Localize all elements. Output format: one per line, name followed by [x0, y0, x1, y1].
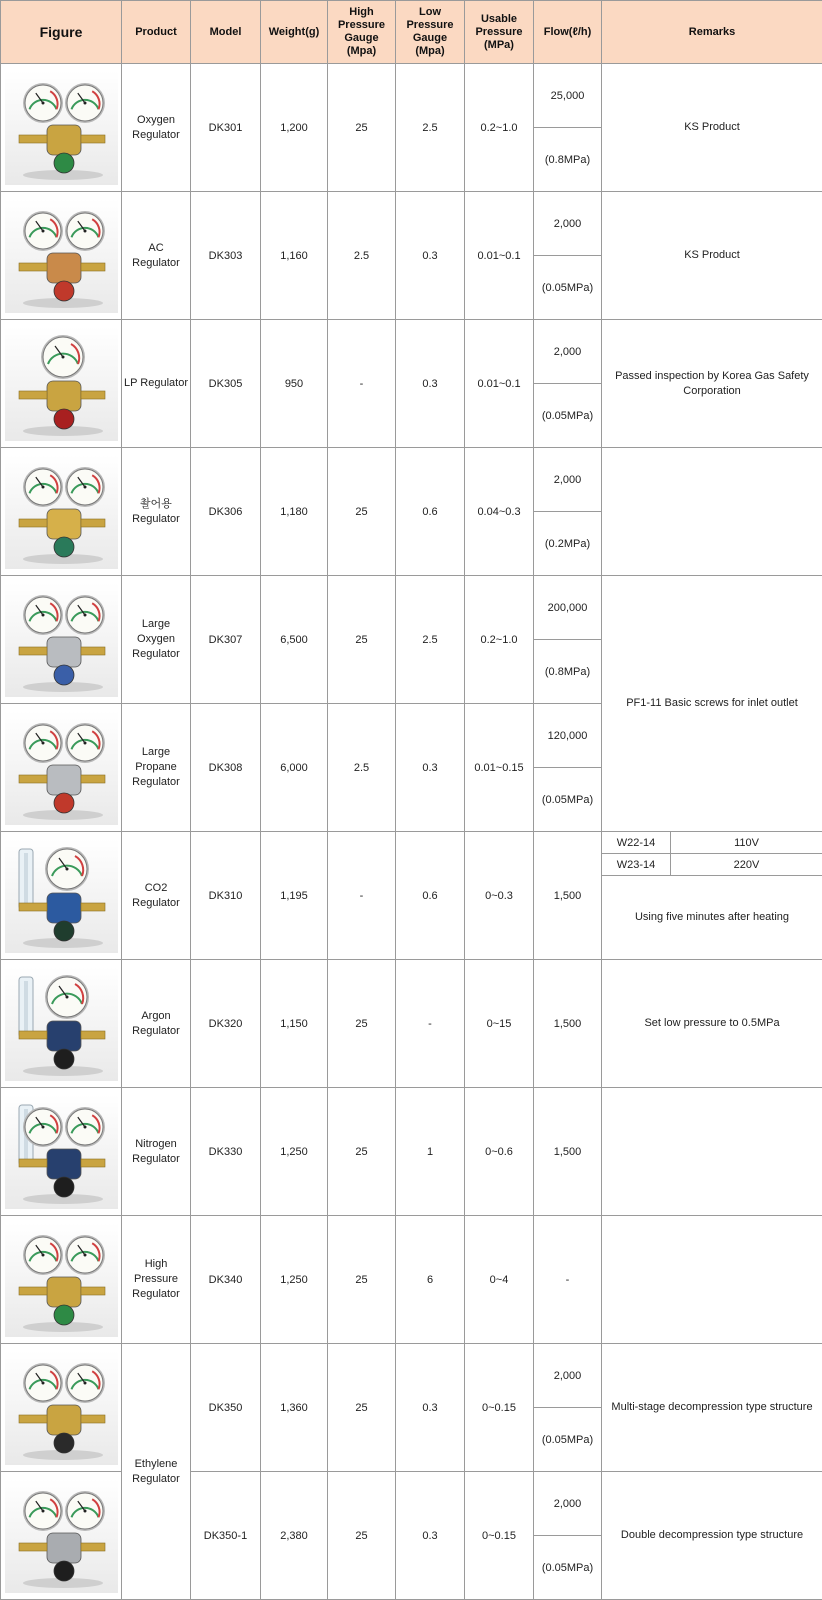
flow-value: 200,000 — [534, 576, 602, 640]
header-remarks: Remarks — [602, 1, 822, 64]
adjusting-knob — [54, 793, 74, 813]
low-pressure-value: 0.3 — [396, 1472, 465, 1600]
model-number: DK320 — [191, 960, 261, 1088]
flow-value: 2,000 — [534, 1344, 602, 1408]
gauge-pivot — [41, 613, 44, 616]
outlet-fitting — [81, 135, 105, 143]
low-pressure-value: 0.3 — [396, 1344, 465, 1472]
table-row — [1, 1216, 822, 1344]
usable-pressure-value: 0~0.15 — [465, 1344, 534, 1472]
remark — [602, 448, 822, 576]
weight-value: 1,250 — [261, 1216, 328, 1344]
remark: Double decompression type structure — [602, 1472, 822, 1600]
regulator-body — [47, 765, 81, 795]
remark: KS Product — [602, 64, 822, 192]
flow-pressure-note: (0.05MPa) — [534, 384, 602, 448]
oxygen-regulator-image — [5, 71, 118, 185]
nitrogen-regulator-image — [5, 1095, 118, 1209]
low-pressure-value: - — [396, 960, 465, 1088]
model-number: DK303 — [191, 192, 261, 320]
remark: Set low pressure to 0.5MPa — [602, 960, 822, 1088]
usable-pressure-value: 0~4 — [465, 1216, 534, 1344]
table-row — [1, 1344, 822, 1408]
product-name: High Pressure Regulator — [122, 1216, 191, 1344]
table-row — [1, 192, 822, 256]
product-name: CO2 Regulator — [122, 832, 191, 960]
adjusting-knob — [54, 1177, 74, 1197]
weight-value: 1,195 — [261, 832, 328, 960]
regulator-body — [47, 509, 81, 539]
outlet-fitting — [81, 775, 105, 783]
high-pressure-value: 25 — [328, 448, 396, 576]
flow-value: 2,000 — [534, 1472, 602, 1536]
model-number: DK330 — [191, 1088, 261, 1216]
adjusting-knob — [54, 1433, 74, 1453]
outlet-fitting — [81, 1543, 105, 1551]
gauge-pivot — [41, 1509, 44, 1512]
regulator-body — [47, 381, 81, 411]
inlet-fitting — [19, 519, 47, 527]
weight-value: 2,380 — [261, 1472, 328, 1600]
product-name: LP Regulator — [122, 320, 191, 448]
regulator-body — [47, 1405, 81, 1435]
gauge-pivot — [83, 101, 86, 104]
table-row — [1, 832, 822, 854]
remark: Using five minutes after heating — [602, 876, 822, 960]
regulator-body — [47, 125, 81, 155]
gauge-pivot — [41, 1381, 44, 1384]
merged-remark: PF1-11 Basic screws for inlet outlet — [602, 576, 822, 832]
adjusting-knob — [54, 1305, 74, 1325]
weight-value: 1,250 — [261, 1088, 328, 1216]
flow-value: 2,000 — [534, 192, 602, 256]
gauge-pivot — [65, 867, 68, 870]
product-image-cell — [1, 64, 122, 192]
flowmeter-scale — [24, 853, 28, 905]
adjusting-knob — [54, 1561, 74, 1581]
regulator-body — [47, 893, 81, 923]
flow-value: 1,500 — [534, 832, 602, 960]
gauge-pivot — [83, 1509, 86, 1512]
flow-value: 1,500 — [534, 1088, 602, 1216]
heater-code: W23-14 — [602, 854, 671, 876]
regulator-body — [47, 1533, 81, 1563]
regulator-body — [47, 1277, 81, 1307]
weight-value: 6,000 — [261, 704, 328, 832]
header-model: Model — [191, 1, 261, 64]
product-name: Oxygen Regulator — [122, 64, 191, 192]
flow-value: 2,000 — [534, 448, 602, 512]
low-pressure-value: 0.3 — [396, 192, 465, 320]
low-pressure-value: 2.5 — [396, 576, 465, 704]
product-image-cell — [1, 192, 122, 320]
regulator-illustration — [5, 711, 118, 825]
argon-regulator-image — [5, 967, 118, 1081]
flow-value: 2,000 — [534, 320, 602, 384]
weight-value: 1,200 — [261, 64, 328, 192]
heater-code: W22-14 — [602, 832, 671, 854]
regulator-illustration — [5, 71, 118, 185]
low-pressure-value: 0.3 — [396, 320, 465, 448]
adjusting-knob — [54, 409, 74, 429]
gauge-pivot — [41, 1125, 44, 1128]
regulator-illustration — [5, 1351, 118, 1465]
ac-regulator-image — [5, 199, 118, 313]
table-row — [1, 64, 822, 128]
model-number: DK308 — [191, 704, 261, 832]
flow-pressure-note: (0.8MPa) — [534, 128, 602, 192]
table-row — [1, 448, 822, 512]
regulator-body — [47, 253, 81, 283]
product-image-cell — [1, 704, 122, 832]
high-pressure-value: 25 — [328, 64, 396, 192]
regulator-illustration — [5, 967, 118, 1081]
header-flow: Flow(ℓ/h) — [534, 1, 602, 64]
regulator-image — [5, 455, 118, 569]
low-pressure-value: 0.6 — [396, 448, 465, 576]
adjusting-knob — [54, 153, 74, 173]
table-row — [1, 576, 822, 640]
heater-voltage: 220V — [671, 854, 822, 876]
high-pressure-regulator-image — [5, 1223, 118, 1337]
inlet-fitting — [19, 903, 47, 911]
high-pressure-value: 25 — [328, 576, 396, 704]
lp-regulator-image — [5, 327, 118, 441]
weight-value: 1,360 — [261, 1344, 328, 1472]
outlet-fitting — [81, 1415, 105, 1423]
regulator-illustration — [5, 455, 118, 569]
product-name: Ethylene Regulator — [122, 1344, 191, 1600]
product-name: 촬어용 Regulator — [122, 448, 191, 576]
adjusting-knob — [54, 921, 74, 941]
flow-pressure-note: (0.05MPa) — [534, 256, 602, 320]
high-pressure-value: 25 — [328, 1472, 396, 1600]
model-number: DK310 — [191, 832, 261, 960]
outlet-fitting — [81, 1031, 105, 1039]
flowmeter-scale — [24, 981, 28, 1033]
outlet-fitting — [81, 391, 105, 399]
flow-pressure-note: (0.05MPa) — [534, 1408, 602, 1472]
gauge-pivot — [41, 741, 44, 744]
usable-pressure-value: 0.2~1.0 — [465, 64, 534, 192]
flow-pressure-note: (0.2MPa) — [534, 512, 602, 576]
gauge-pivot — [65, 995, 68, 998]
usable-pressure-value: 0.04~0.3 — [465, 448, 534, 576]
heater-voltage: 110V — [671, 832, 822, 854]
product-image-cell — [1, 832, 122, 960]
remark: Passed inspection by Korea Gas Safety Corporation — [602, 320, 822, 448]
usable-pressure-value: 0~0.15 — [465, 1472, 534, 1600]
outlet-fitting — [81, 519, 105, 527]
product-image-cell — [1, 1088, 122, 1216]
inlet-fitting — [19, 1287, 47, 1295]
regulator-body — [47, 637, 81, 667]
product-name: Argon Regulator — [122, 960, 191, 1088]
remark — [602, 1088, 822, 1216]
flow-pressure-note: (0.05MPa) — [534, 768, 602, 832]
header-weight: Weight(g) — [261, 1, 328, 64]
gauge-pivot — [41, 101, 44, 104]
table-row — [1, 960, 822, 1088]
gauge-pivot — [83, 741, 86, 744]
product-image-cell — [1, 576, 122, 704]
product-name: Large Oxygen Regulator — [122, 576, 191, 704]
weight-value: 1,160 — [261, 192, 328, 320]
weight-value: 6,500 — [261, 576, 328, 704]
gauge-pivot — [83, 485, 86, 488]
flow-value: 1,500 — [534, 960, 602, 1088]
header-usable-pressure: Usable Pressure (MPa) — [465, 1, 534, 64]
weight-value: 950 — [261, 320, 328, 448]
model-number: DK306 — [191, 448, 261, 576]
header-row — [1, 1, 822, 64]
large-oxygen-regulator-image — [5, 583, 118, 697]
ethylene-regulator-image — [5, 1351, 118, 1465]
inlet-fitting — [19, 391, 47, 399]
co2-regulator-image — [5, 839, 118, 953]
header-product: Product — [122, 1, 191, 64]
regulator-body — [47, 1149, 81, 1179]
usable-pressure-value: 0~15 — [465, 960, 534, 1088]
usable-pressure-value: 0~0.6 — [465, 1088, 534, 1216]
high-pressure-value: - — [328, 320, 396, 448]
table-row — [1, 1088, 822, 1216]
weight-value: 1,150 — [261, 960, 328, 1088]
usable-pressure-value: 0.01~0.1 — [465, 192, 534, 320]
model-number: DK350-1 — [191, 1472, 261, 1600]
gauge-pivot — [41, 485, 44, 488]
product-name: Large Propane Regulator — [122, 704, 191, 832]
flow-pressure-note: (0.8MPa) — [534, 640, 602, 704]
large-propane-regulator-image — [5, 711, 118, 825]
inlet-fitting — [19, 135, 47, 143]
regulator-illustration — [5, 327, 118, 441]
ethylene-regulator-double-image — [5, 1479, 118, 1593]
product-image-cell — [1, 1344, 122, 1472]
flow-value: - — [534, 1216, 602, 1344]
gauge-pivot — [83, 613, 86, 616]
product-name: AC Regulator — [122, 192, 191, 320]
regulator-illustration — [5, 1223, 118, 1337]
inlet-fitting — [19, 263, 47, 271]
header-low-pressure: Low Pressure Gauge (Mpa) — [396, 1, 465, 64]
weight-value: 1,180 — [261, 448, 328, 576]
adjusting-knob — [54, 281, 74, 301]
gauge-pivot — [83, 229, 86, 232]
gauge-pivot — [41, 229, 44, 232]
regulator-illustration — [5, 583, 118, 697]
model-number: DK350 — [191, 1344, 261, 1472]
low-pressure-value: 1 — [396, 1088, 465, 1216]
regulator-illustration — [5, 1479, 118, 1593]
usable-pressure-value: 0.01~0.1 — [465, 320, 534, 448]
low-pressure-value: 2.5 — [396, 64, 465, 192]
product-name: Nitrogen Regulator — [122, 1088, 191, 1216]
remark: Multi-stage decompression type structure — [602, 1344, 822, 1472]
regulator-illustration — [5, 1095, 118, 1209]
low-pressure-value: 0.6 — [396, 832, 465, 960]
remark: KS Product — [602, 192, 822, 320]
model-number: DK305 — [191, 320, 261, 448]
outlet-fitting — [81, 1159, 105, 1167]
header-high-pressure: High Pressure Gauge (Mpa) — [328, 1, 396, 64]
high-pressure-value: 2.5 — [328, 704, 396, 832]
adjusting-knob — [54, 1049, 74, 1069]
table-row — [1, 320, 822, 384]
inlet-fitting — [19, 1031, 47, 1039]
regulator-illustration — [5, 199, 118, 313]
product-image-cell — [1, 1472, 122, 1600]
inlet-fitting — [19, 647, 47, 655]
gauge-pivot — [83, 1253, 86, 1256]
product-image-cell — [1, 448, 122, 576]
model-number: DK307 — [191, 576, 261, 704]
remark — [602, 1216, 822, 1344]
header-figure: Figure — [1, 1, 122, 64]
outlet-fitting — [81, 647, 105, 655]
inlet-fitting — [19, 775, 47, 783]
low-pressure-value: 6 — [396, 1216, 465, 1344]
adjusting-knob — [54, 537, 74, 557]
outlet-fitting — [81, 903, 105, 911]
gauge-pivot — [61, 355, 64, 358]
model-number: DK301 — [191, 64, 261, 192]
inlet-fitting — [19, 1415, 47, 1423]
product-image-cell — [1, 1216, 122, 1344]
flow-pressure-note: (0.05MPa) — [534, 1536, 602, 1600]
high-pressure-value: 25 — [328, 1344, 396, 1472]
adjusting-knob — [54, 665, 74, 685]
regulator-body — [47, 1021, 81, 1051]
high-pressure-value: 2.5 — [328, 192, 396, 320]
regulator-illustration — [5, 839, 118, 953]
inlet-fitting — [19, 1543, 47, 1551]
usable-pressure-value: 0~0.3 — [465, 832, 534, 960]
high-pressure-value: - — [328, 832, 396, 960]
flow-value: 25,000 — [534, 64, 602, 128]
model-number: DK340 — [191, 1216, 261, 1344]
flow-value: 120,000 — [534, 704, 602, 768]
outlet-fitting — [81, 263, 105, 271]
product-image-cell — [1, 960, 122, 1088]
inlet-fitting — [19, 1159, 47, 1167]
high-pressure-value: 25 — [328, 960, 396, 1088]
gauge-pivot — [83, 1125, 86, 1128]
usable-pressure-value: 0.2~1.0 — [465, 576, 534, 704]
product-image-cell — [1, 320, 122, 448]
outlet-fitting — [81, 1287, 105, 1295]
gauge-pivot — [41, 1253, 44, 1256]
high-pressure-value: 25 — [328, 1088, 396, 1216]
usable-pressure-value: 0.01~0.15 — [465, 704, 534, 832]
low-pressure-value: 0.3 — [396, 704, 465, 832]
gauge-pivot — [83, 1381, 86, 1384]
high-pressure-value: 25 — [328, 1216, 396, 1344]
